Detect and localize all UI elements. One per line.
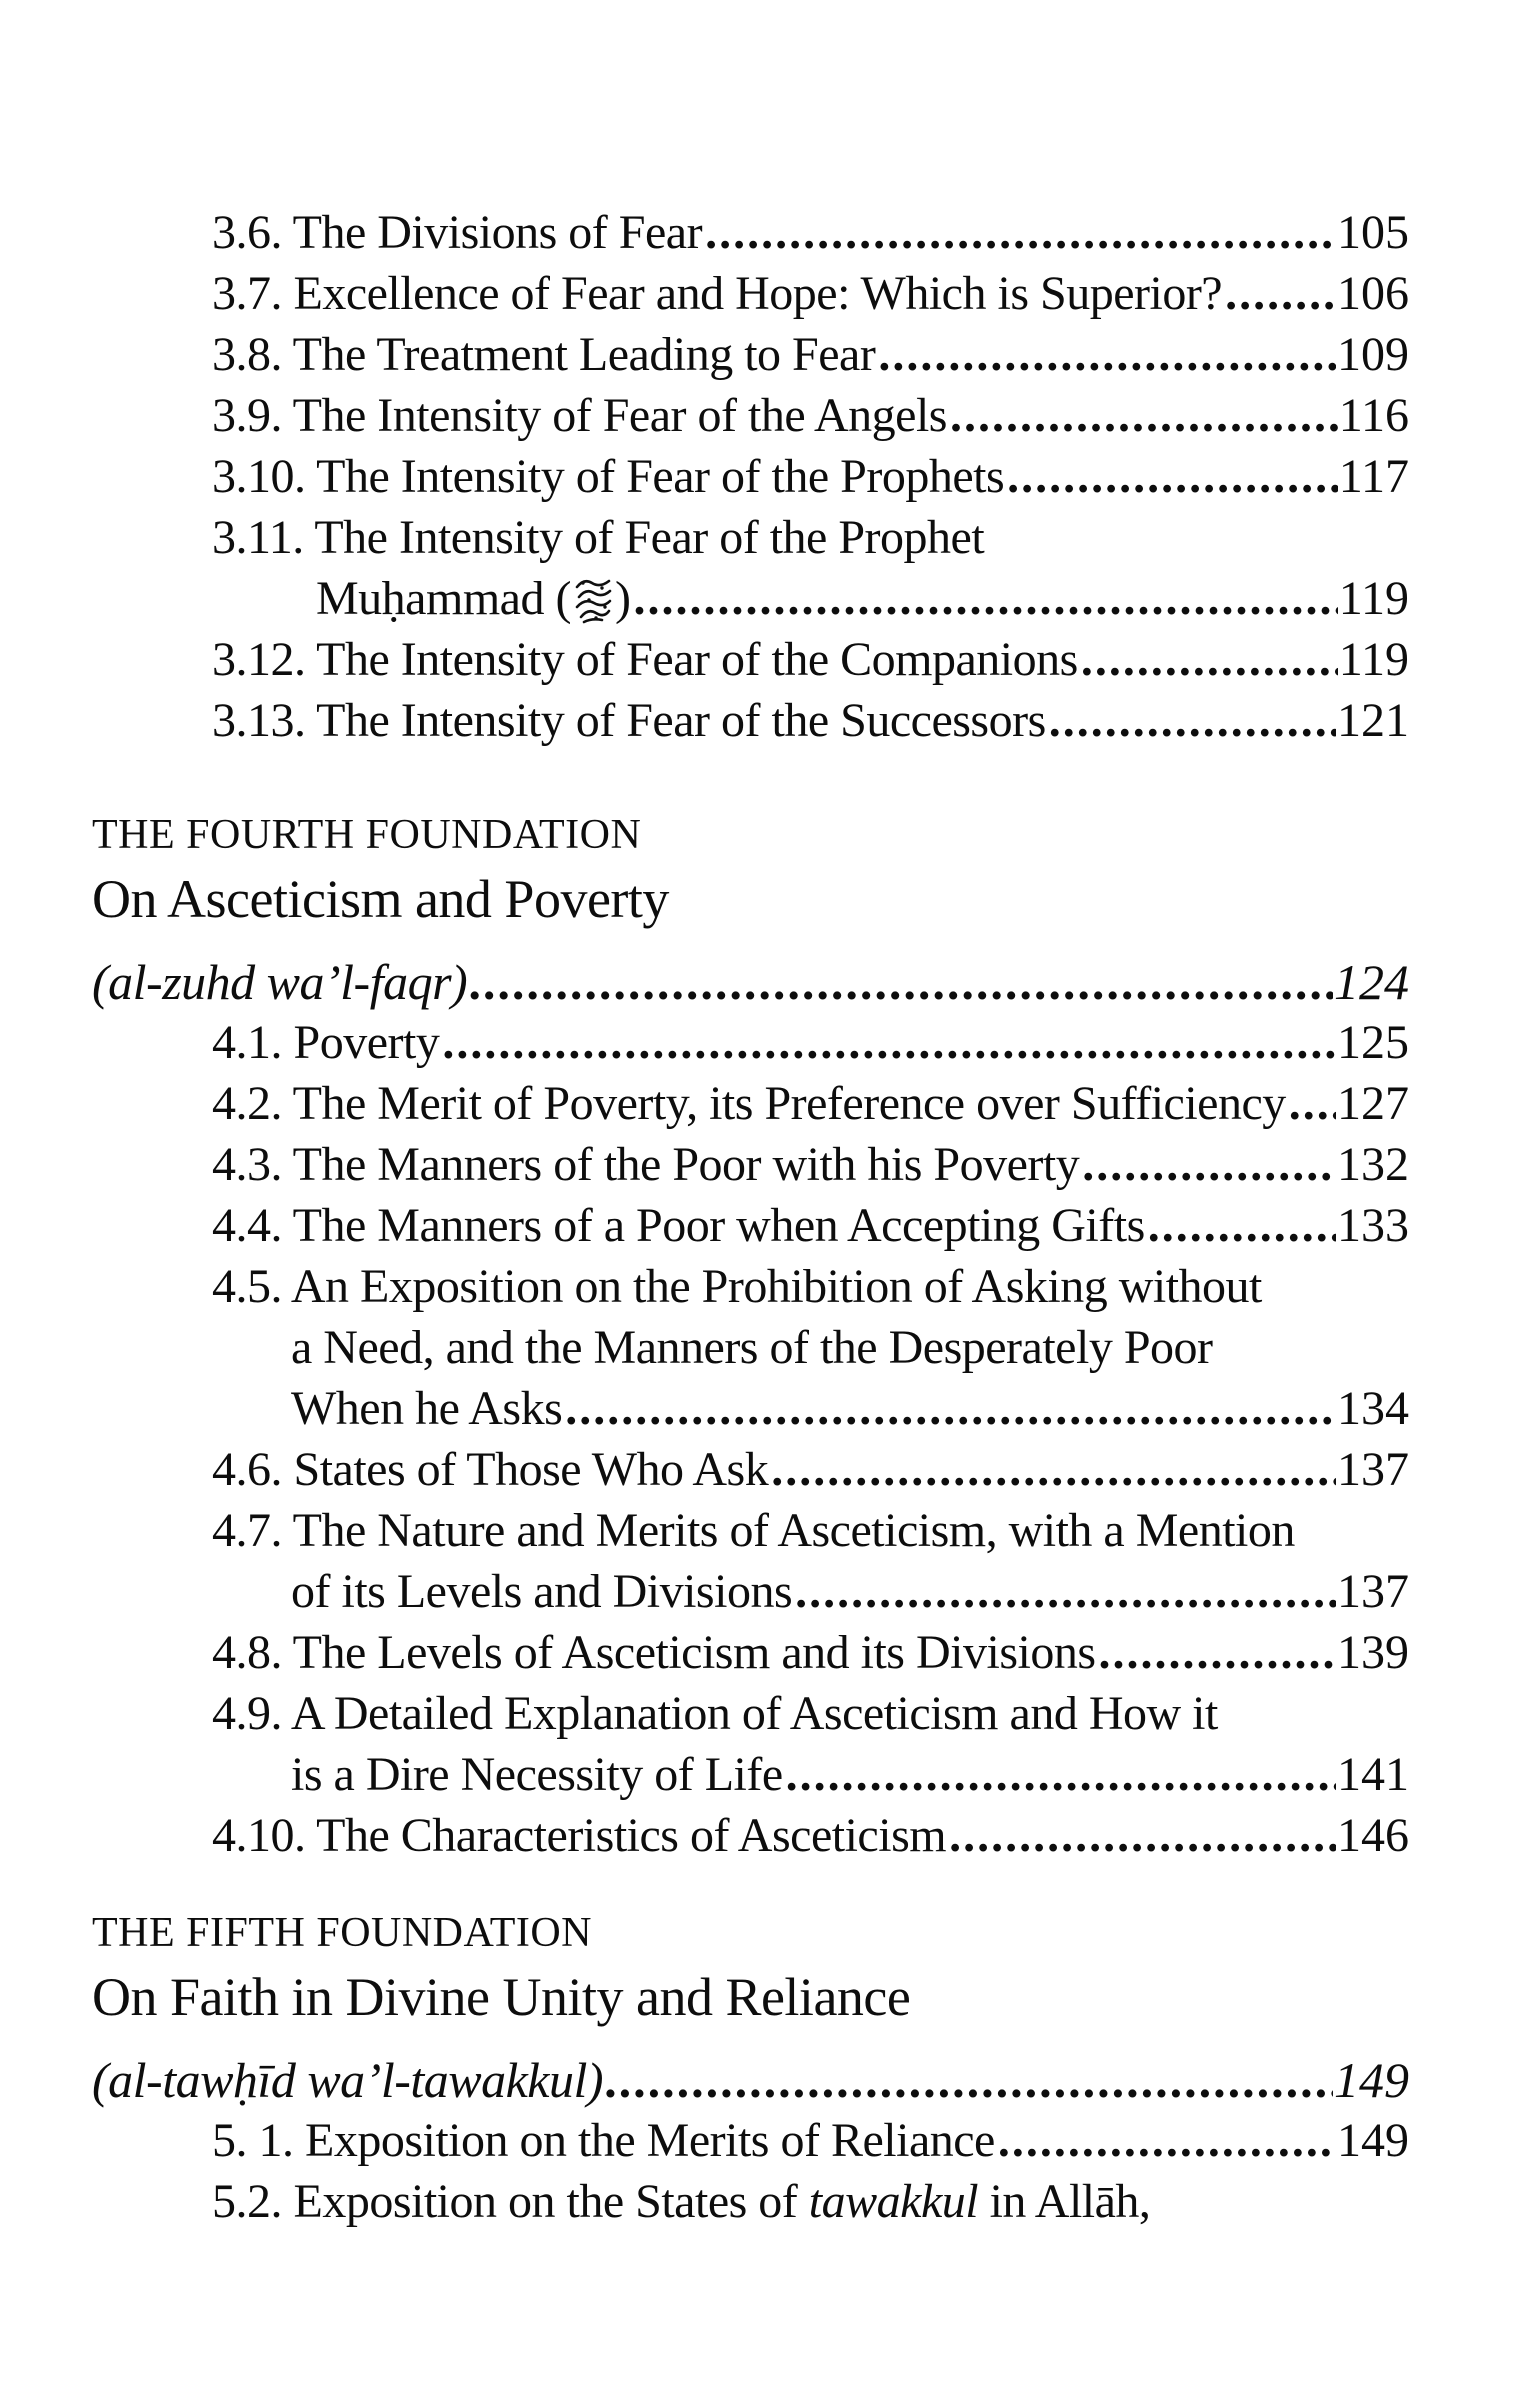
dot-leader (1225, 263, 1336, 324)
toc-entry (92, 568, 1409, 629)
dot-leader (442, 1012, 1336, 1073)
toc-entry (92, 202, 1409, 263)
page-number: 137 (1337, 1443, 1409, 1496)
toc-entry (92, 1439, 1409, 1500)
foundation-kicker: THE FIFTH FOUNDATION (92, 1910, 592, 1956)
page-number: 127 (1337, 1077, 1409, 1130)
dot-leader (949, 1805, 1336, 1866)
page-number: 149 (1337, 2114, 1409, 2167)
page-number: 117 (1338, 450, 1409, 503)
foundation-transliteration-row (92, 952, 1409, 1012)
toc-entry-text (212, 2171, 1150, 2232)
toc-entry-text (212, 1683, 1218, 1744)
text-run: 4.3. The Manners of the Poor with his Poverty (212, 1138, 1080, 1191)
toc-entry (92, 1195, 1409, 1256)
dot-leader (950, 385, 1338, 446)
page-number: 141 (1337, 1748, 1409, 1801)
dot-leader (1099, 1622, 1336, 1683)
toc-entry-text (212, 263, 1222, 324)
page-number: 125 (1337, 1016, 1409, 1069)
toc-entry-text (316, 568, 630, 629)
foundation-transliteration: (al-tawḥīd wa’l-tawakkul) (92, 2052, 604, 2108)
page-number: 133 (1337, 1199, 1409, 1252)
page-number: 146 (1337, 1809, 1409, 1862)
toc-entry-text (212, 1195, 1145, 1256)
toc-entry (92, 1073, 1409, 1134)
page-number: 139 (1337, 1626, 1409, 1679)
page-number: 119 (1338, 572, 1409, 625)
text-run: in Allāh, (978, 2175, 1151, 2228)
toc-entry (92, 1805, 1409, 1866)
toc-entry-text (212, 1012, 439, 1073)
dot-leader (1289, 1073, 1336, 1134)
toc-entry-text (212, 1073, 1286, 1134)
toc-entry-text (291, 1561, 792, 1622)
toc-entry-text (212, 1622, 1096, 1683)
page-number: 124 (1334, 954, 1409, 1010)
text-run: 4.4. The Manners of a Poor when Accepting Gifts (212, 1199, 1145, 1252)
page-number: 109 (1337, 328, 1409, 381)
text-run: 4.6. States of Those Who Ask (212, 1443, 769, 1496)
toc-entry-text (212, 2110, 995, 2171)
text-run: 4.2. The Merit of Poverty, its Preference over Sufficiency (212, 1077, 1286, 1130)
text-run: 4.7. The Nature and Merits of Asceticism, with a Mention (212, 1504, 1295, 1557)
text-run: is a Dire Necessity of Life (291, 1748, 783, 1801)
dot-leader (606, 2050, 1333, 2110)
toc-entry-text (212, 1134, 1079, 1195)
toc-entry (92, 690, 1409, 751)
foundation-section-header (92, 1908, 1409, 2110)
page-number: 106 (1337, 267, 1409, 320)
toc-entry-text (212, 324, 875, 385)
text-run: Muḥammad ( (316, 572, 571, 625)
dot-leader (470, 952, 1333, 1012)
text-run: 4.8. The Levels of Asceticism and its Divisions (212, 1626, 1096, 1679)
toc-entry (92, 1622, 1409, 1683)
toc-entry-text (212, 1500, 1295, 1561)
page-number: 132 (1337, 1138, 1409, 1191)
text-run: 3.13. The Intensity of Fear of the Successors (212, 694, 1046, 747)
toc-entry-text (212, 507, 984, 568)
page-number: 105 (1337, 206, 1409, 259)
text-run: 5.2. Exposition on the States of (212, 2175, 809, 2228)
toc-entry (92, 507, 1409, 568)
text-run: 3.6. The Divisions of Fear (212, 206, 703, 259)
foundation-section-header (92, 810, 1409, 1012)
dot-leader (786, 1744, 1336, 1805)
toc-entry (92, 446, 1409, 507)
toc-entry-group (92, 1012, 1409, 1866)
text-run: 3.7. Excellence of Fear and Hope: Which is Superior? (212, 267, 1223, 320)
toc-entry (92, 2110, 1409, 2171)
page-number: 134 (1337, 1382, 1409, 1435)
toc-entry (92, 263, 1409, 324)
dot-leader (1081, 629, 1338, 690)
toc-entry-text (291, 1744, 783, 1805)
toc-entry (92, 1134, 1409, 1195)
toc-entry (92, 1317, 1409, 1378)
text-run: a Need, and the Manners of the Desperately Poor (291, 1321, 1213, 1374)
text-run: When he Asks (291, 1382, 563, 1435)
dot-leader (1082, 1134, 1336, 1195)
foundation-transliteration: (al-zuhd wa’l-faqr) (92, 954, 468, 1010)
toc-entry (92, 629, 1409, 690)
toc-entry-text (212, 446, 1004, 507)
dot-leader (1007, 446, 1338, 507)
foundation-title: On Faith in Divine Unity and Reliance (92, 1967, 911, 2027)
dot-leader (878, 324, 1336, 385)
text-run: of its Levels and Divisions (291, 1565, 793, 1618)
text-run: 4.5. An Exposition on the Prohibition of Asking without (212, 1260, 1262, 1313)
toc-entry-group (92, 2110, 1409, 2232)
page-number: 149 (1334, 2052, 1409, 2108)
dot-leader (633, 568, 1337, 629)
toc-entry-text (212, 629, 1078, 690)
foundation-transliteration-row (92, 2050, 1409, 2110)
page-number: 116 (1338, 389, 1409, 442)
toc-entry (92, 324, 1409, 385)
text-run: 3.10. The Intensity of Fear of the Prophets (212, 450, 1005, 503)
dot-leader (565, 1378, 1336, 1439)
toc-entry (92, 1561, 1409, 1622)
toc-entry-text (291, 1378, 562, 1439)
dot-leader (1049, 690, 1336, 751)
text-run: 4.10. The Characteristics of Asceticism (212, 1809, 947, 1862)
text-run: 4.9. A Detailed Explanation of Asceticism and How it (212, 1687, 1218, 1740)
dot-leader (1148, 1195, 1336, 1256)
toc-entry (92, 2171, 1409, 2232)
text-run: 3.11. The Intensity of Fear of the Prophet (212, 511, 985, 564)
text-run: 3.8. The Treatment Leading to Fear (212, 328, 876, 381)
toc-entry (92, 1500, 1409, 1561)
toc-entry-text (212, 385, 947, 446)
toc-entry (92, 1378, 1409, 1439)
text-run: 3.9. The Intensity of Fear of the Angels (212, 389, 947, 442)
toc-entry (92, 1256, 1409, 1317)
table-of-contents (92, 0, 1409, 2232)
text-run: 5. 1. Exposition on the Merits of Reliance (212, 2114, 995, 2167)
toc-entry (92, 1744, 1409, 1805)
toc-entry-text (212, 690, 1046, 751)
page-number: 119 (1338, 633, 1409, 686)
toc-entry-text (212, 1256, 1262, 1317)
toc-entry-text (212, 202, 702, 263)
toc-entry (92, 385, 1409, 446)
toc-entry-group (92, 202, 1409, 751)
text-run: 3.12. The Intensity of Fear of the Companions (212, 633, 1078, 686)
text-run: ) (614, 572, 631, 625)
toc-entry-text (212, 1805, 946, 1866)
page-number: 121 (1337, 694, 1409, 747)
foundation-title: On Asceticism and Poverty (92, 869, 669, 929)
text-run: 4.1. Poverty (212, 1016, 440, 1069)
dot-leader (795, 1561, 1336, 1622)
honorific-muhammad-icon (572, 574, 614, 626)
dot-leader (771, 1439, 1336, 1500)
toc-entry-text (291, 1317, 1213, 1378)
dot-leader (705, 202, 1336, 263)
foundation-kicker: THE FOURTH FOUNDATION (92, 812, 642, 858)
toc-entry (92, 1683, 1409, 1744)
toc-entry (92, 1012, 1409, 1073)
text-run: tawakkul (808, 2175, 979, 2228)
dot-leader (998, 2110, 1336, 2171)
toc-entry-text (212, 1439, 768, 1500)
page-number: 137 (1337, 1565, 1409, 1618)
